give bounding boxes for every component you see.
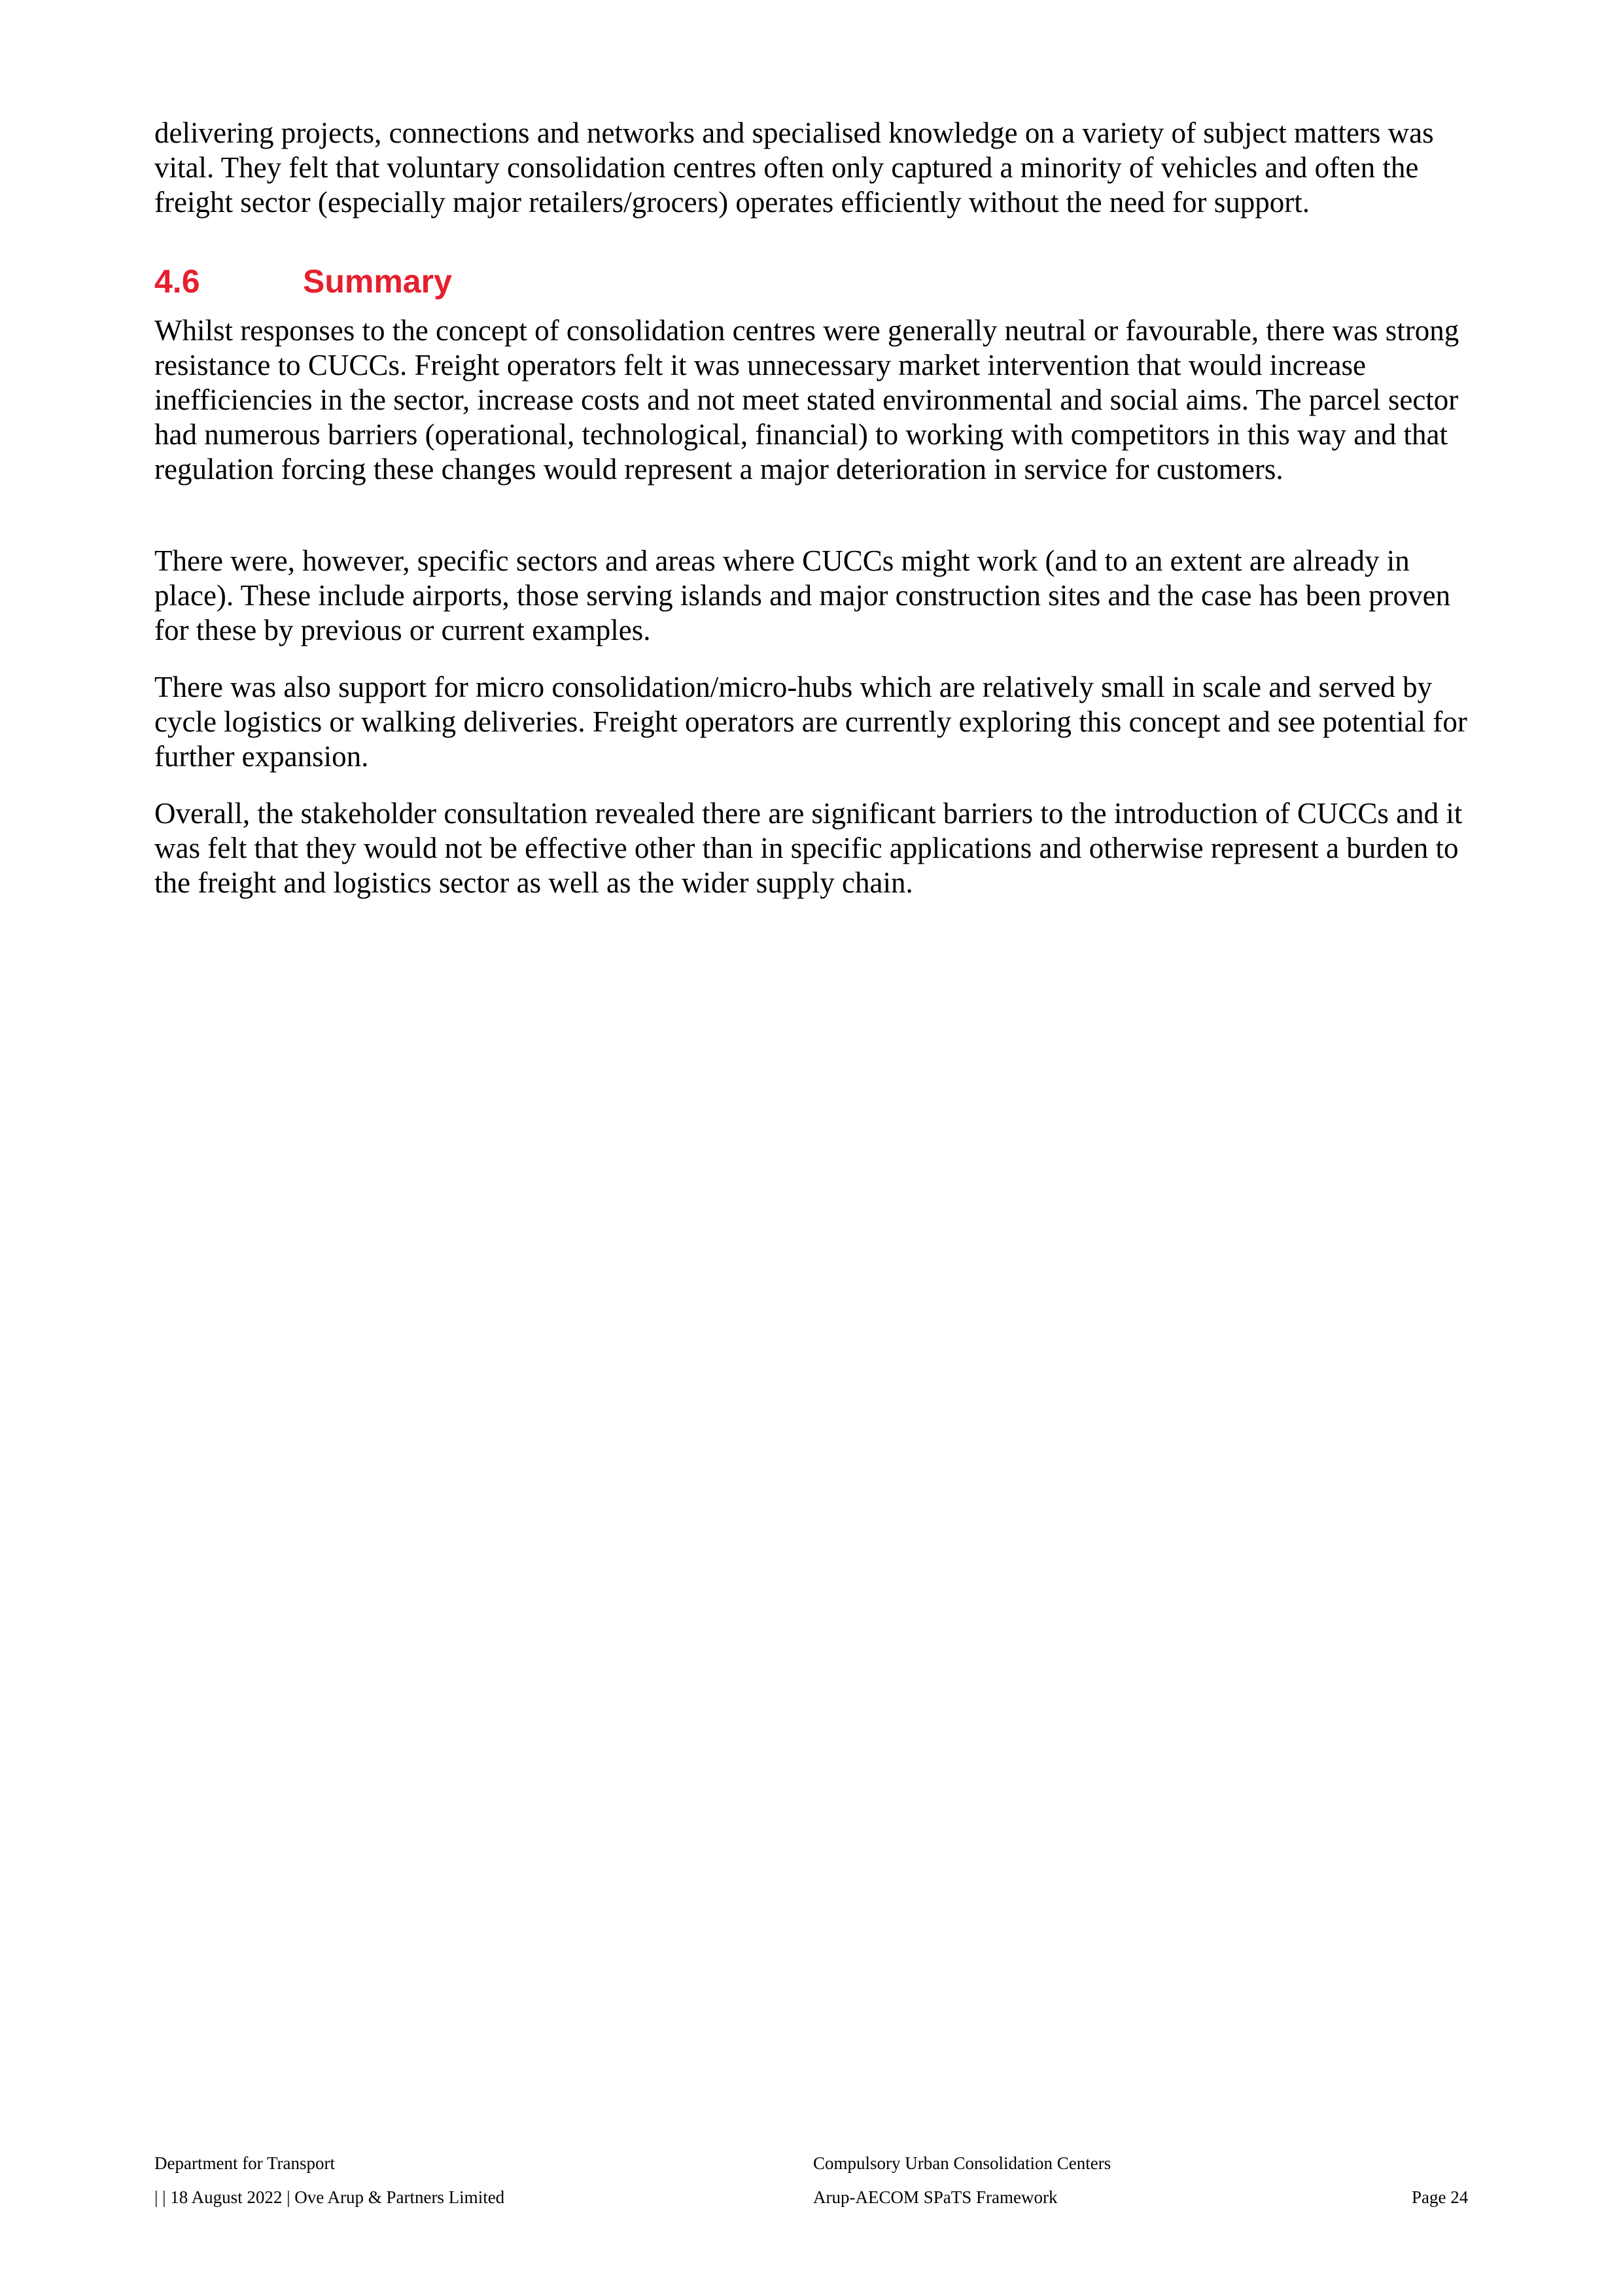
summary-paragraph-4: Overall, the stakeholder consultation revealed there are significant barriers to the introduction of CUCCs and it was felt that they would not be effective other than in specific applications and otherwise represent a burden to the freight and logistics sector as well as the wider supply chain. xyxy=(154,797,1463,899)
footer-client: Department for Transport xyxy=(154,2153,335,2173)
summary-paragraph-2: There were, however, specific sectors and areas where CUCCs might work (and to an extent are already in place). These include airports, those serving islands and major construction sites and the case has been proven for these by previous or current examples. xyxy=(154,544,1451,646)
footer-framework: Arup-AECOM SPaTS Framework xyxy=(813,2187,1058,2207)
summary-paragraph-1: Whilst responses to the concept of consolidation centres were generally neutral or favourable, there was strong resistance to CUCCs. Freight operators felt it was unnecessary market intervention that would increase inefficiencies in the sector, increase costs and not meet stated environmental and social aims. The parcel sector had numerous barriers (operational, technological, financial) to working with competitors in this way and that regulation forcing these changes would represent a major deterioration in service for customers. xyxy=(154,314,1459,486)
footer-meta: | | 18 August 2022 | Ove Arup & Partners Limited xyxy=(154,2187,505,2207)
section-number: 4.6 xyxy=(154,263,200,300)
footer-report-title: Compulsory Urban Consolidation Centers xyxy=(813,2153,1111,2173)
section-title: Summary xyxy=(303,263,452,300)
footer-page-number: Page 24 xyxy=(1412,2187,1469,2207)
section-heading xyxy=(154,262,452,301)
summary-paragraph-3: There was also support for micro consolidation/micro-hubs which are relatively small in scale and served by cycle logistics or walking deliveries. Freight operators are currently exploring this concept and see potential for further expansion. xyxy=(154,671,1467,773)
continued-paragraph: delivering projects, connections and networks and specialised knowledge on a variety of subject matters was vital. They felt that voluntary consolidation centres often only captured a minority of vehicles and often the freight sector (especially major retailers/grocers) operates efficiently without the need for support. xyxy=(154,116,1434,219)
